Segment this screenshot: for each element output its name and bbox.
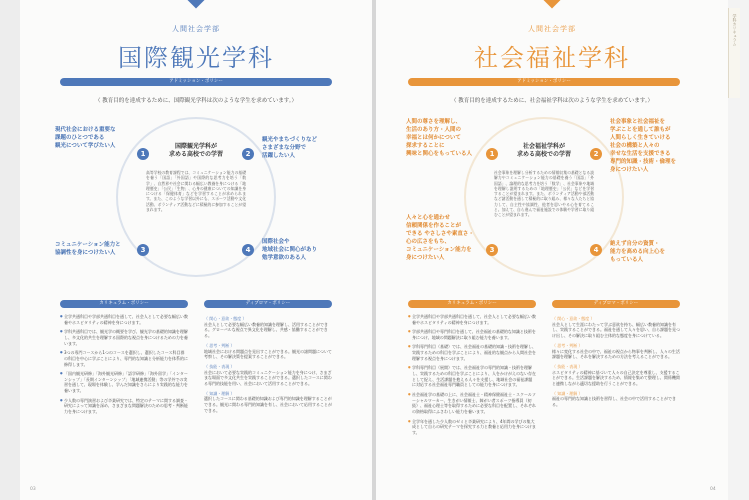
trait-3-text: 人々と心を通わせ 信頼関係を作ることが できる やさしさや素直さ・ 心の広さをもち、 コミュニケーション能力を 身につけたい人: [406, 215, 474, 261]
trait-3-number: 3: [137, 244, 149, 256]
diploma-text: 地域社会における問題点を見出すことができる。観光の諸問題について考察し、その解決策を提案することができる。: [204, 348, 332, 360]
curriculum-item: ● 社会福祉学の基礎の上に、社会福祉士・精神保健福祉士・スクールソーシャルワーカー、生きがい情報士、障がい者スポーツ指導員（初級）、福祉心理士等を取得するために必要な科目を配置し、それぞれの資格取得にふさわしい能力を養います。: [408, 392, 536, 415]
diploma-heading: （ 思考・判断 ）: [552, 342, 583, 348]
trait-2-number: 2: [242, 148, 254, 160]
curriculum-item: ● 「国内観光研修」「海外観光研修」「語学研修」「海外留学」「インターンシップ」「長期インターンシップ」「地域連携活動」等の学外での実習を通して、現場を体験し、学んだ知識をさらにより実践的な能力を養います。: [60, 371, 188, 394]
trait-1-number: 1: [486, 148, 498, 160]
trait-4-text: 国際社会や 地域社会に関心があり 勉学意欲のある人: [262, 239, 318, 261]
trait-1-text: 現代社会における重要な 課題のひとつである 観光について学びたい人: [55, 127, 116, 149]
trait-1-number: 1: [137, 148, 149, 160]
diploma-text: 様々に変化する社会の中で、福祉の視点から物事を判断し、人々の生活課題を理解し、それを解決するための方法を考えることができる。: [552, 348, 680, 360]
diploma-text: 社会人として生涯にわたって学ぶ意欲を持ち、幅広い教養的知識を有し、実践することができる。福祉を通して人々を思い、自ら課題を見つけ出し、その解決に取り組む主体的な態度を身につけている。: [552, 321, 680, 339]
curriculum-item: ● 3つの専門コースから1つのコースを選択し、選択したコース科目群の科目を中心に学ぶことにより、専門的な知識と分析能力を体系的に修得します。: [60, 350, 188, 367]
curriculum-list: [408, 314, 536, 439]
curriculum-policy-band: カリキュラム・ポリシー: [60, 300, 188, 308]
trait-2-text: 社会事象と社会福祉を 学ぶことを通して誰もが 人間らしく生きていける 社会の構築と人々の 幸せな生活を支援できる 専門的知識・技術・倫理を 身につけたい人: [610, 119, 677, 173]
side-index-tab[interactable]: [728, 8, 740, 98]
department-title: 国際観光学科: [118, 44, 274, 72]
trait-3-text: コミュニケーション能力と 協調性を身につけたい人: [55, 242, 121, 256]
curriculum-item: ● 学科共通科目では、観光学の概要を学び、観光学の基礎的知識を理解し、多文化的共生を理解する国際的な視点を身につけるための力を養います。: [60, 329, 188, 346]
admission-policy-band: アドミッション・ポリシー: [408, 78, 680, 86]
faculty-subtitle: 人間社会学部: [172, 25, 220, 33]
right-page: [376, 0, 728, 500]
curriculum-item: ● 学科専門科目（展開）では、社会福祉学の専門的知識・技術を理解し、実践するための科目を学ぶことにより、人をかけがえのない存在として捉え、生活課題を抱える人々を支援し、地域社会の福祉課題に対応する社会福祉専門職員としての能力を身につけます。: [408, 365, 536, 388]
center-body: 社会事象を理解し分析するための情報収集の基礎となる読解力やコミュニケーション能力の基礎を養う「国語」「外国語」、論理的な思考力を培う「数学」、社会事象や地域を理解し説明するための「地理歴史」「公民」などを学習することが望まれます。また、ボランティア活動や部活動など諸活動を通して積極的に取り組み、様々な人たちと協力して、自主性や協調性、他者を思いやる心を育てること。加えて、自ら進んで福祉施設での体験や学習に取り組むことが望まれます。: [494, 170, 594, 218]
diploma-policy-band: ディプロマ・ポリシー: [204, 300, 332, 308]
diploma-text: 社会人として必要な幅広い教養的知識を理解し、活用することができる。グローバルな視点で異文化を理解し、共感・協働することができる。: [204, 321, 328, 339]
trait-3-number: 3: [486, 244, 498, 256]
page-number: 04: [710, 487, 716, 492]
center-body: 高等学校の教育課程では、コミュニケーション能力の基礎を養う「国語」「外国語」や国際的な思考力を培う「数学」、自然界や社会に関わる幅広い教養を身につける「地理歴史」「公民」「生物」、心身の健康についての知識を身につける「保健体育」などを学習することが求められます。また、このような学習以外にも、スポーツ活動や文化活動、ボランティア活動などに積極的に参加することが望まれます。: [146, 170, 246, 213]
trait-2-text: 観光やまちづくりなど さまざまな分野で 活躍したい人: [262, 137, 317, 159]
diploma-heading: （ 関心・意欲・態度 ）: [552, 316, 595, 321]
diploma-list: [552, 314, 680, 412]
center-title: 社会福祉学科が 求める高校での学習: [516, 143, 571, 158]
side-index-tab-label: 学科カリキュラム: [732, 14, 738, 46]
trait-4-text: 絶えず自分の資質・ 能力を高める向上心を もっている人: [610, 241, 666, 263]
department-title: 社会福祉学科: [474, 44, 630, 72]
curriculum-item: ● 学科専門科目（基礎）では、社会福祉の基礎的知識・技術を理解し、実践するための科目を学ぶことにより、福祉的な観点から人間社会を理解する視点を身につけます。: [408, 344, 536, 361]
page-number: 03: [30, 487, 36, 492]
curriculum-item: ● 全学共通科目や学部共通科目を通して、社会人として必要な幅広い教養やホスピタリティの精神を身につけます。: [408, 314, 536, 325]
diploma-policy-band: ディプロマ・ポリシー: [552, 300, 680, 308]
diploma-heading: （ 関心・意欲・態度 ）: [204, 316, 247, 321]
curriculum-item: ● 全学共通科目や学部共通科目を通して、社会人として必要な幅広い教養やホスピタリティの精神を身につけます。: [60, 314, 188, 325]
curriculum-item: ● 少人数の専門演習および卒業研究では、特定のテーマに関する調査・研究によって知識を深め、さまざまな問題解決のための思考・判断能力を身につけます。: [60, 398, 188, 415]
curriculum-item: ● 学部共通科目や専門科目を通して、社会福祉の基礎的な知識と技術を身につけ、地域の問題解決に取り組む能力を養います。: [408, 329, 536, 340]
faculty-subtitle: 人間社会学部: [528, 25, 576, 33]
curriculum-policy-band: カリキュラム・ポリシー: [408, 300, 536, 308]
diploma-heading: （ 知識・理解 ）: [204, 390, 235, 396]
diploma-text: 選択したコースに関わる基礎的知識および専門的知識を理解することができる。観光に関わる専門的知識を有し、社会において応用することができる。: [204, 396, 332, 413]
left-page: [20, 0, 372, 500]
curriculum-list: [60, 314, 188, 419]
diploma-heading: （ 技能・表現 ）: [204, 363, 235, 369]
center-title: 国際観光学科が 求める高校での学習: [168, 143, 223, 158]
admission-policy-band: アドミッション・ポリシー: [60, 78, 332, 86]
curriculum-item: ● 全学年を通した少人数のゼミと卒業研究により、4年間の学びの集大成として自らの研究テーマを探究する力と教養と応用力を身につけます。: [408, 419, 536, 436]
diploma-text: ホスピタリティの精神に基づいて人々の自己決定を尊重し、支援することができる。生活課題を解決するため、情報を集めて整理し、関係機関と連携しながら適切な援助を行うことができる。: [552, 369, 680, 387]
left-page-edge: [0, 0, 20, 500]
admission-intro: （ 教育目的を達成するために、社会福祉学科は次のような学生を求めています。）: [450, 98, 654, 104]
trait-4-number: 4: [242, 244, 254, 256]
trait-2-number: 2: [590, 148, 602, 160]
diploma-text: 福祉の専門的な知識と技術を習得し、社会の中で活用することができる。: [552, 396, 676, 408]
diploma-heading: （ 知識・理解 ）: [552, 390, 583, 396]
diploma-list: [204, 314, 332, 418]
diploma-text: 社会において必要な実践的コミュニケーション能力を身につけ、さまざまな場面で多文化共生を実践することができる。選択したコースに関わる専門的技能を用い、社会において活用することができる。: [204, 369, 332, 387]
admission-intro: （ 教育目的を達成するために、国際観光学科は次のような学生を求めています。）: [94, 98, 298, 104]
diploma-heading: （ 技能・表現 ）: [552, 363, 583, 369]
top-diamond-marker: [544, 0, 561, 8]
trait-1-text: 人間の尊さを理解し、 生活のあり方・人間の 幸福とは何かについて 探求することに 興味と関心をもっている人: [406, 119, 473, 157]
diploma-heading: （ 思考・判断 ）: [204, 342, 235, 348]
top-diamond-marker: [188, 0, 205, 8]
trait-4-number: 4: [590, 244, 602, 256]
